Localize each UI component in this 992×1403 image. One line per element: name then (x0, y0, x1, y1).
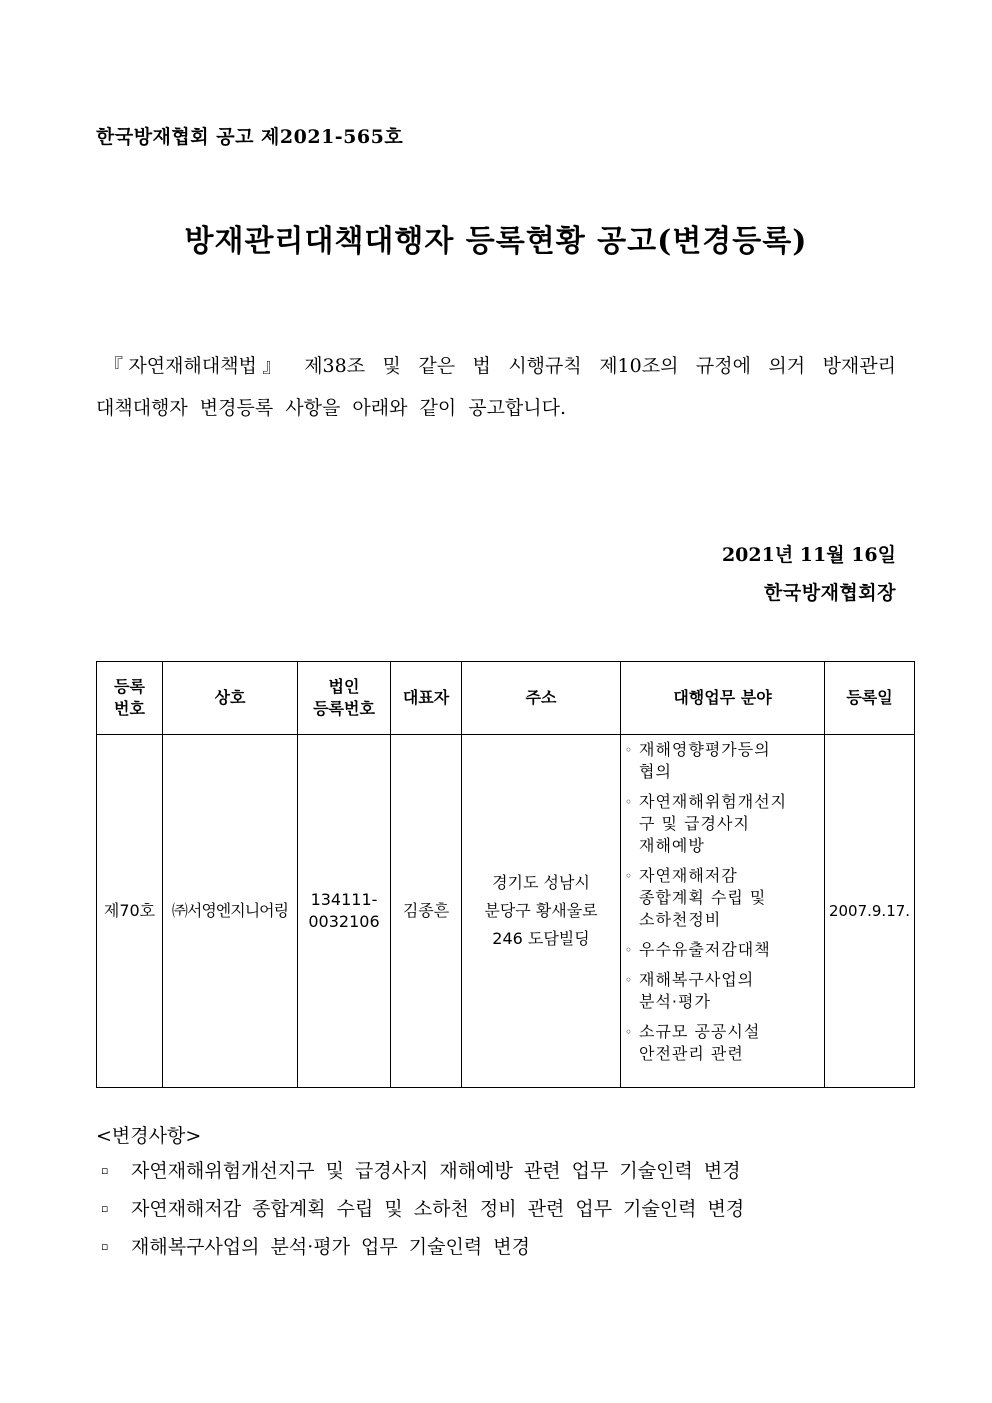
field-bullet-icon: ◦ (625, 743, 633, 757)
body-line-1: 『자연재해대책법』 제38조 및 같은 법 시행규칙 제10조의 규정에 의거 방재관리 (104, 355, 896, 377)
header-fields: 대행업무 분야 (621, 662, 825, 735)
body-line-2: 대책대행자 변경등록 사항을 아래와 같이 공고합니다. (96, 397, 567, 419)
list-item: ▫ 자연재해위험개선지구 및 급경사지 재해예방 관련 업무 기술인력 변경 (96, 1156, 744, 1194)
notice-number: 한국방재협회 공고 제2021-565호 (96, 126, 404, 148)
list-item: ▫ 재해복구사업의 분석·평가 업무 기술인력 변경 (96, 1232, 744, 1270)
registration-table (96, 661, 915, 1088)
body-paragraph (96, 345, 896, 429)
header-address: 주소 (462, 662, 621, 735)
signer: 한국방재협회장 (764, 582, 896, 604)
field-bullet-icon: ◦ (625, 869, 633, 883)
cell-reg-date: 2007.9.17. (825, 735, 915, 1088)
field-item: ◦ 자연재해저감 종합계획 수립 및 소하천정비 (625, 866, 767, 929)
header-company: 상호 (163, 662, 298, 735)
notice-date: 2021년 11월 16일 (721, 544, 896, 566)
field-item: ◦ 자연재해위험개선지 구 및 급경사지 재해예방 (625, 792, 788, 855)
list-item: ▫ 자연재해저감 종합계획 수립 및 소하천 정비 관련 업무 기술인력 변경 (96, 1194, 744, 1232)
field-bullet-icon: ◦ (625, 943, 633, 957)
field-item: ◦ 우수유출저감대책 (625, 940, 771, 959)
table-row (97, 735, 915, 1088)
field-bullet-icon: ◦ (625, 1025, 633, 1039)
cell-reg-no: 제70호 (97, 735, 163, 1088)
changes-title: <변경사항> (96, 1125, 202, 1147)
table-header-row (97, 662, 915, 735)
header-representative: 대표자 (391, 662, 462, 735)
cell-address: 경기도 성남시 분당구 황새울로 246 도담빌딩 (462, 735, 621, 1088)
square-bullet-icon: ▫ (101, 1202, 109, 1215)
header-reg-date: 등록일 (825, 662, 915, 735)
document-title: 방재관리대책대행자 등록현황 공고(변경등록) (184, 224, 808, 259)
field-item: ◦ 재해복구사업의 분석·평가 (625, 970, 755, 1011)
square-bullet-icon: ▫ (101, 1164, 109, 1177)
cell-corp-reg-no: 134111- 0032106 (298, 735, 391, 1088)
field-bullet-icon: ◦ (625, 973, 633, 987)
field-item: ◦ 소규모 공공시설 안전관리 관련 (625, 1022, 761, 1063)
cell-company: ㈜서영엔지니어링 (163, 735, 298, 1088)
cell-fields (621, 735, 825, 1088)
field-item: ◦ 재해영향평가등의 협의 (625, 740, 771, 781)
field-bullet-icon: ◦ (625, 795, 633, 809)
header-reg-no: 등록 번호 (97, 662, 163, 735)
cell-representative: 김종흔 (391, 735, 462, 1088)
header-corp-reg-no: 법인 등록번호 (298, 662, 391, 735)
change-list (96, 1156, 744, 1270)
square-bullet-icon: ▫ (101, 1240, 109, 1253)
